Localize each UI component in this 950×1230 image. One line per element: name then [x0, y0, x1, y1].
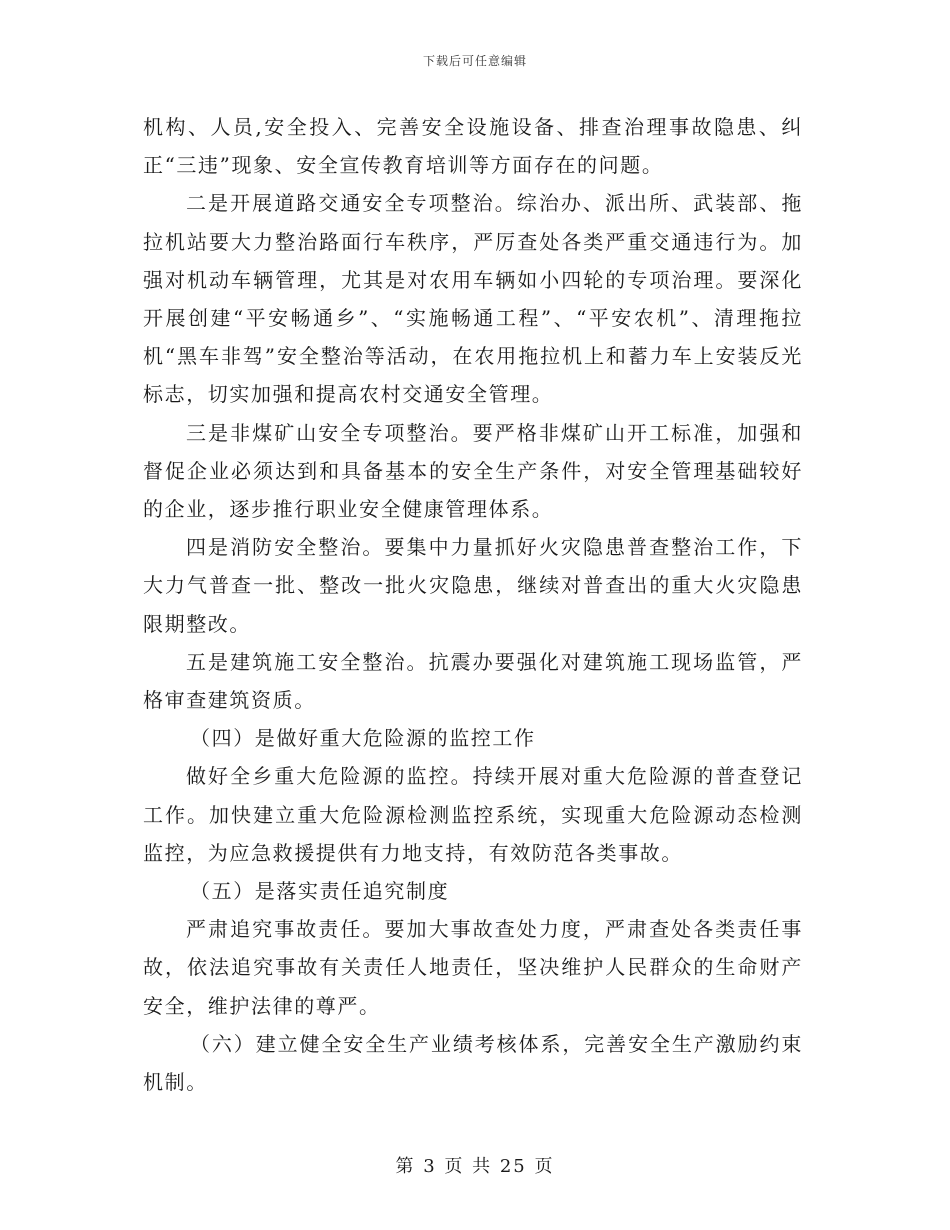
paragraph-construction-safety: 五是建筑施工安全整治。抗震办要强化对建筑施工现场监管，严格审查建筑资质。 — [143, 649, 803, 713]
paragraph-hazard-monitoring: 做好全乡重大危险源的监控。持续开展对重大危险源的普查登记工作。加快建立重大危险源检测监控系统，实现重大危险源动态检测监控，为应急救援提供有力地支持，有效防范各类事故。 — [143, 764, 803, 865]
paragraph-non-coal-mine: 三是非煤矿山安全专项整治。要严格非煤矿山开工标准，加强和督促企业必须达到和具备基本的安全生产条件，对安全管理基础较好的企业，逐步推行职业安全健康管理体系。 — [143, 420, 803, 522]
section-heading-6: （六）建立健全安全生产业绩考核体系，完善安全生产激励约束机制。 — [143, 1031, 803, 1095]
paragraph-continuation: 机构、人员,安全投入、完善安全设施设备、排查治理事故隐患、纠正“三违”现象、安全宣传教育培训等方面存在的问题。 — [143, 115, 803, 178]
page-number: 第 3 页 共 25 页 — [395, 1156, 555, 1177]
section-heading-4: （四）是做好重大危险源的监控工作 — [190, 726, 536, 751]
paragraph-fire-safety: 四是消防安全整治。要集中力量抓好火灾隐患普查整治工作，下大力气普查一批、整改一批火灾隐患，继续对普查出的重大火灾隐患限期整改。 — [143, 535, 803, 636]
paragraph-accountability: 严肃追究事故责任。要加大事故查处力度，严肃查处各类责任事故，依法追究事故有关责任人地责任，坚决维护人民群众的生命财产安全，维护法律的尊严。 — [143, 917, 803, 1018]
page-header: 下载后可任意编辑 — [422, 54, 527, 68]
document-body — [143, 108, 803, 1101]
section-heading-5: （五）是落实责任追究制度 — [190, 879, 450, 904]
paragraph-traffic-safety: 二是开展道路交通安全专项整治。综治办、派出所、武装部、拖拉机站要大力整治路面行车秩序，严厉查处各类严重交通违行为。加强对机动车辆管理，尤其是对农用车辆如小四轮的专项治理。要深化开展创建“平安畅通乡”、“实施畅通工程”、“平安农机”、清理拖拉机“黑车非驾”安全整治等活动，在农用拖拉机上和蓄力车上安装反光标志，切实加强和提高农村交通安全管理。 — [143, 191, 803, 407]
